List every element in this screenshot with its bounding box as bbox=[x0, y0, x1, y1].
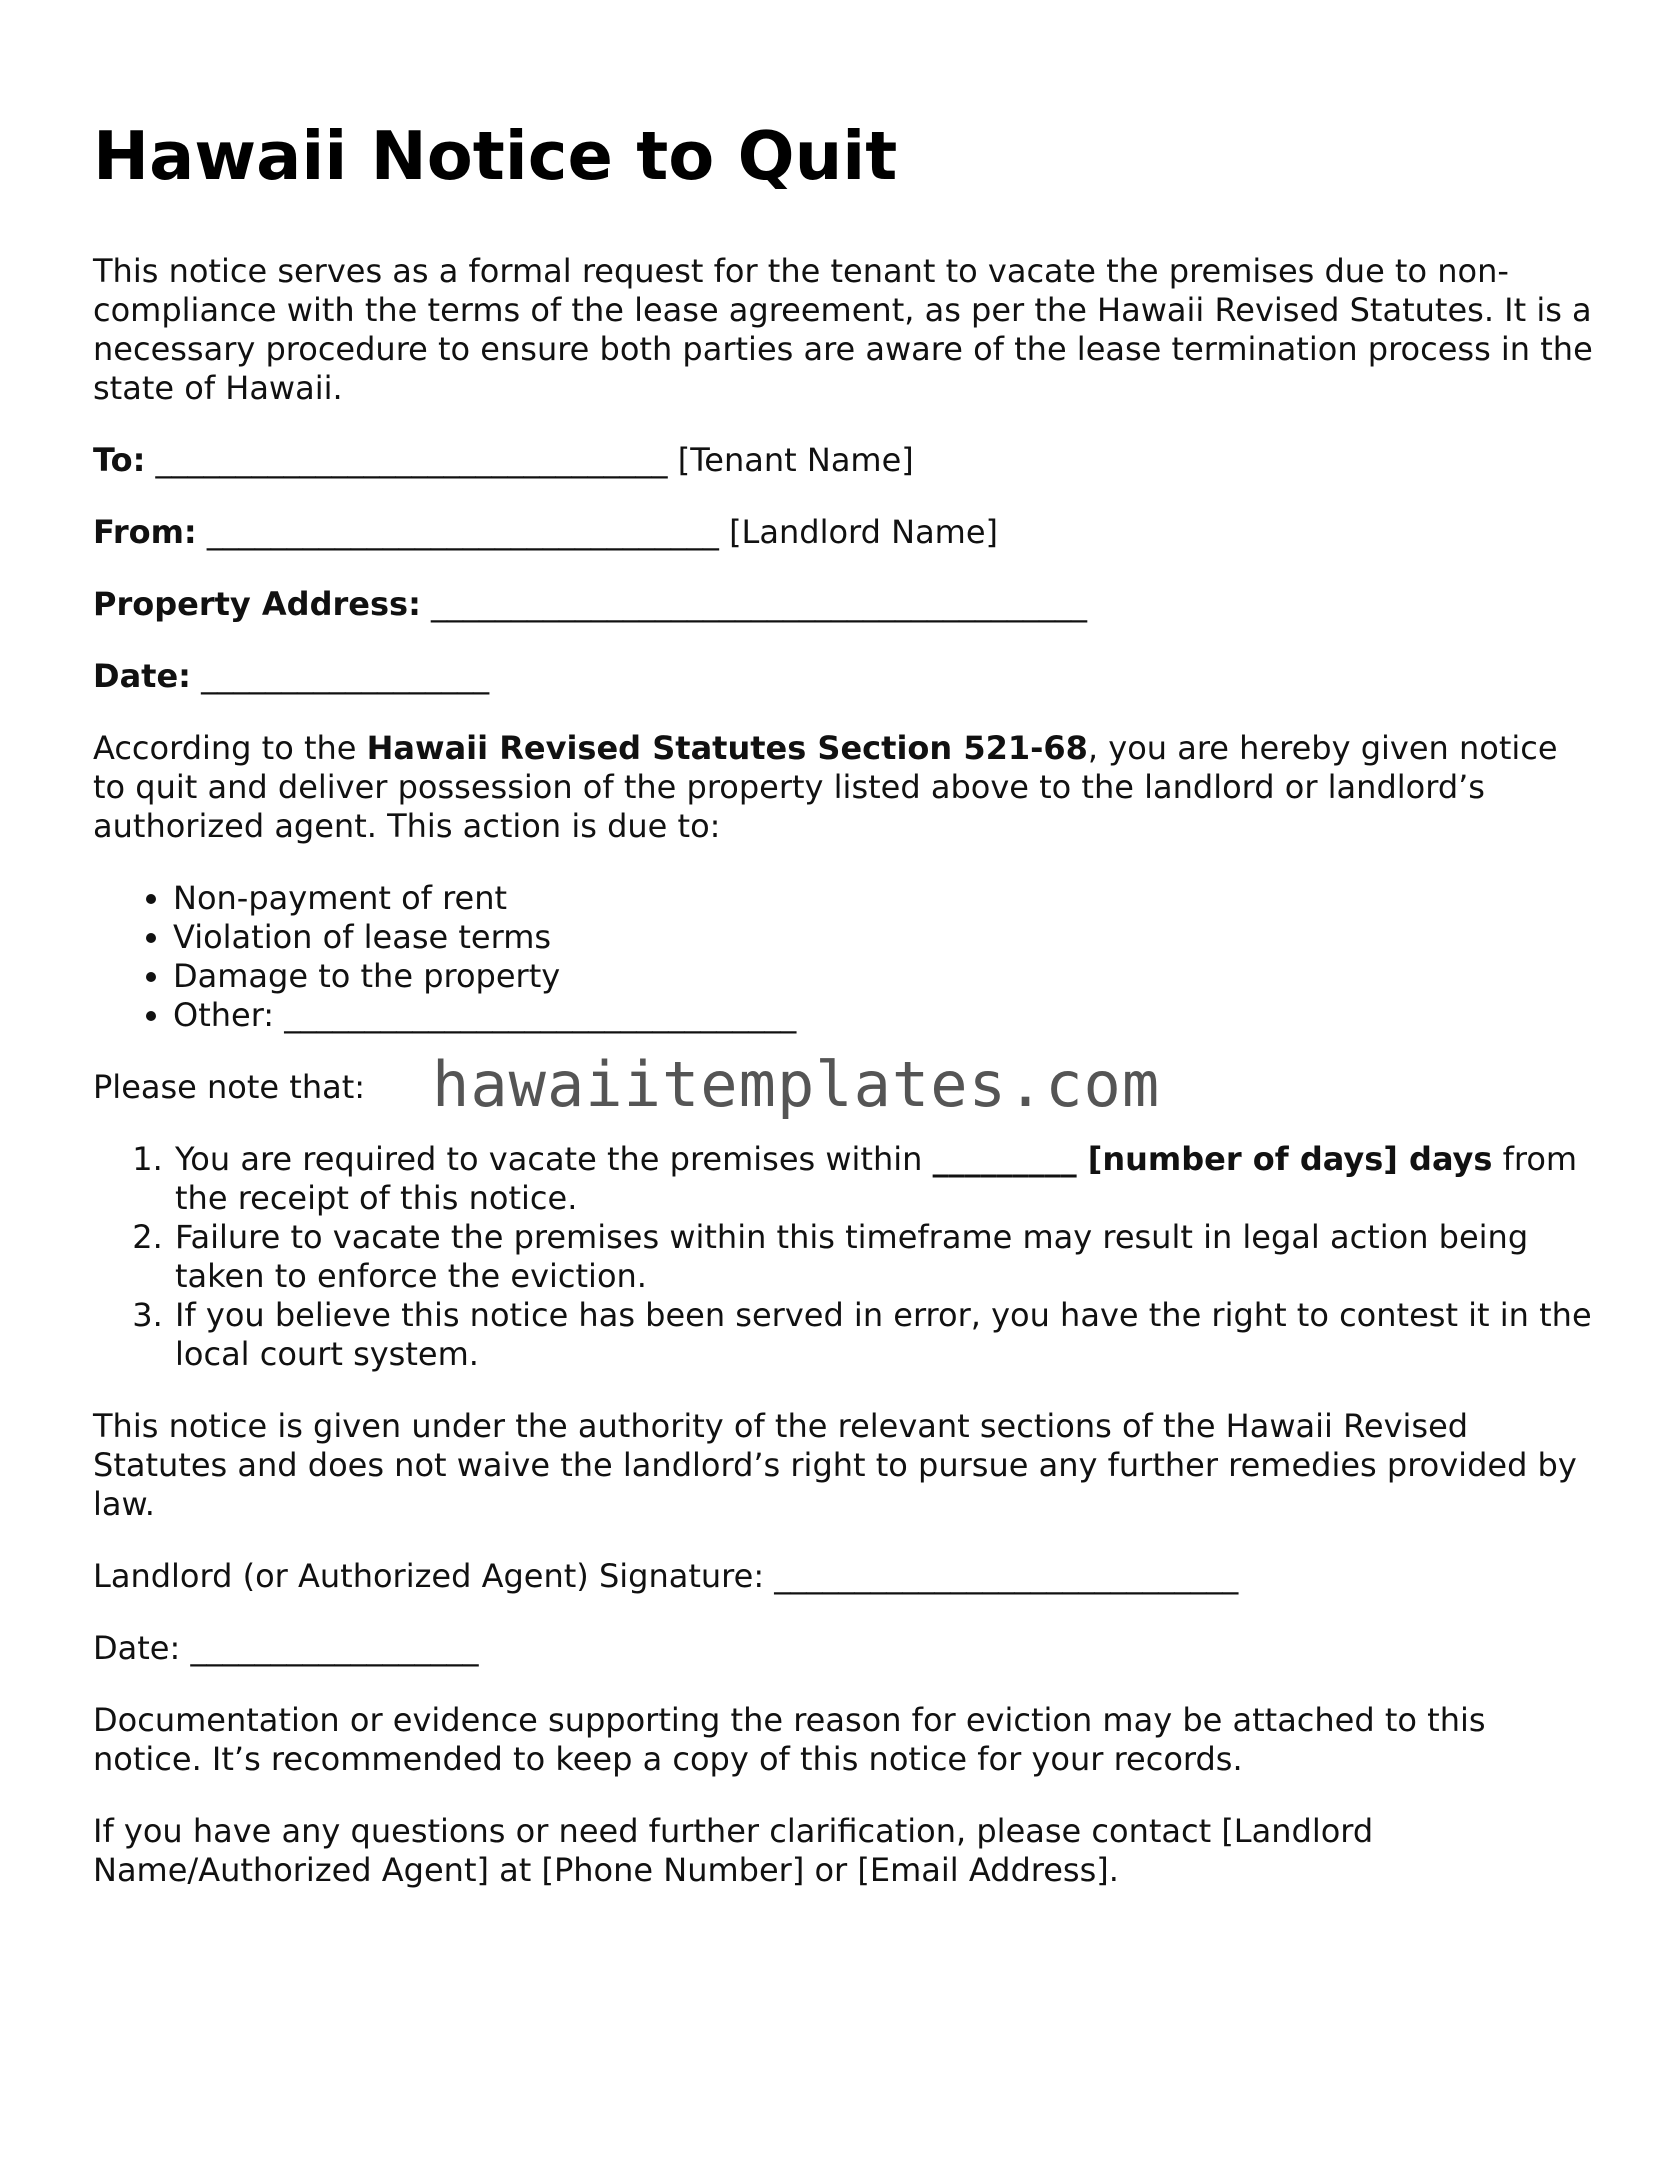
list-item: • Other: ________________________________ bbox=[173, 996, 1593, 1035]
page-title: Hawaii Notice to Quit bbox=[93, 117, 898, 195]
list-item: 3. If you believe this notice has been served in error, you have the right to contest it in the local court system. bbox=[173, 1296, 1593, 1374]
statute-paragraph bbox=[93, 729, 1593, 846]
note-1-days-field: _________ [number of days] days bbox=[932, 1140, 1493, 1178]
watermark: hawaiitemplates.com bbox=[432, 1048, 1161, 1121]
statute-reference: Hawaii Revised Statutes Section 521-68 bbox=[366, 729, 1088, 767]
please-note-label: Please note that: bbox=[93, 1068, 366, 1106]
from-value: ________________________________ [Landlord Name] bbox=[196, 513, 999, 551]
authority-paragraph: This notice is given under the authority of the relevant sections of the Hawaii Revised Statutes and does not waive the landlord’s right to pursue any further remedies provided by law. bbox=[93, 1407, 1577, 1523]
statute-post: , you are hereby given notice to quit and deliver possession of the property listed above to the landlord or landlord’s authorized agent. This action is due to: bbox=[93, 729, 1558, 845]
list-item: • Non-payment of rent bbox=[173, 879, 1593, 918]
signature-date-line: Date: __________________ bbox=[93, 1629, 479, 1667]
property-address-field bbox=[93, 585, 1593, 624]
notes-list bbox=[93, 1140, 1593, 1374]
date-value: __________________ bbox=[190, 657, 490, 695]
statute-pre: According to the bbox=[93, 729, 367, 767]
intro-paragraph: This notice serves as a formal request for the tenant to vacate the premises due to non-compliance with the terms of the lease agreement, as per the Hawaii Revised Statutes. It is a necessary procedure to ensure both parties are aware of the lease termination process in the state of Hawaii. bbox=[93, 252, 1593, 407]
signature-line: Landlord (or Authorized Agent) Signature: _____________________________ bbox=[93, 1557, 1239, 1595]
from-field bbox=[93, 513, 1593, 552]
list-item: 2. Failure to vacate the premises within this timeframe may result in legal action being taken to enforce the eviction. bbox=[173, 1218, 1593, 1296]
reasons-list bbox=[93, 879, 1593, 1035]
list-item: • Damage to the property bbox=[173, 957, 1593, 996]
to-label: To: bbox=[93, 441, 146, 479]
date-field bbox=[93, 657, 1593, 696]
from-label: From: bbox=[93, 513, 197, 551]
note-1-pre: You are required to vacate the premises within bbox=[175, 1140, 933, 1178]
to-field bbox=[93, 441, 1593, 480]
documentation-paragraph: Documentation or evidence supporting the reason for eviction may be attached to this notice. It’s recommended to keep a copy of this notice for your records. bbox=[93, 1701, 1486, 1778]
date-label: Date: bbox=[93, 657, 191, 695]
property-address-value: _________________________________________ bbox=[420, 585, 1088, 623]
contact-paragraph: If you have any questions or need further clarification, please contact [Landlord Name/Authorized Agent] at [Phone Number] or [Email Address]. bbox=[93, 1812, 1374, 1889]
to-value: ________________________________ [Tenant Name] bbox=[145, 441, 914, 479]
list-item: • Violation of lease terms bbox=[173, 918, 1593, 957]
note-1-post: from the receipt of this notice. bbox=[175, 1140, 1578, 1217]
list-item bbox=[173, 1140, 1593, 1218]
property-address-label: Property Address: bbox=[93, 585, 421, 623]
document-page bbox=[93, 116, 1593, 1923]
